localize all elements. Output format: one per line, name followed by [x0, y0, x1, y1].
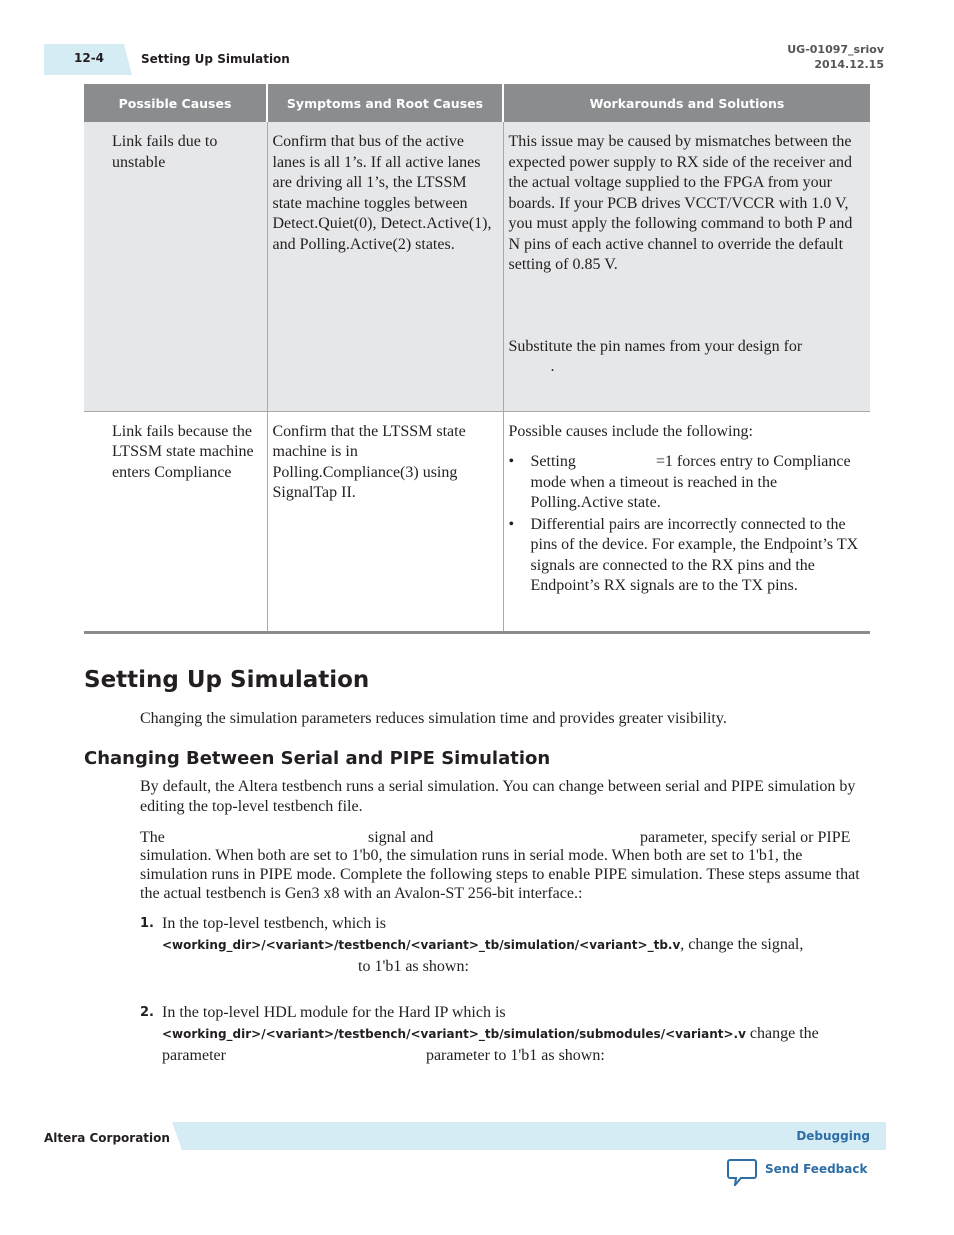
step-1: [140, 913, 864, 977]
step1-text: In the top-level testbench, which is: [162, 915, 386, 932]
header-section-title: Setting Up Simulation: [141, 52, 290, 66]
paragraph-default-serial: By default, the Altera testbench runs a serial simulation. You can change between serial and PIPE simulation by editing the top-level testbench file.: [140, 778, 856, 815]
step2-text: In the top-level HDL module for the Hard IP which is: [162, 1004, 506, 1021]
step2-change-text: change the parameter: [162, 1025, 819, 1064]
step-number: 2.: [140, 1005, 154, 1020]
page-number: 12-4: [74, 51, 105, 65]
section-intro: Changing the simulation parameters reduces simulation time and provides greater visibility.: [140, 710, 727, 727]
doc-date: 2014.12.15: [814, 58, 884, 71]
solution-period: .: [550, 358, 555, 375]
solution-cell: [503, 122, 870, 411]
paragraph-signal-line: [140, 828, 864, 848]
table-row: [84, 122, 870, 411]
step-number: 1.: [140, 916, 154, 931]
para2-the: The: [140, 829, 165, 846]
cause-cell: Link fails because the LTSSM state machine enters Compliance: [84, 411, 267, 632]
solution-bullet-list: [509, 452, 867, 597]
solution-substitute-note: Substitute the pin names from your design for: [508, 337, 803, 355]
step1-set-text: to 1'b1 as shown:: [358, 958, 469, 975]
cause-cell: Link fails due to unstable: [84, 122, 267, 411]
footer-company: Altera Corporation: [44, 1131, 170, 1145]
table-header-row: [84, 84, 870, 122]
subsection-heading: Changing Between Serial and PIPE Simulation: [84, 748, 551, 769]
paragraph-pipe-steps: simulation. When both are set to 1'b0, the simulation runs in serial mode. When both are set to 1'b1, the simulation runs in PIPE mode. Complete the following steps to enable PIPE simulation. These steps assume that the actual testbench is Gen3 x8 with an Avalon-ST 256-bit interface.:: [140, 847, 860, 902]
para2-signal-and: signal and: [368, 829, 434, 846]
send-feedback-link[interactable]: Send Feedback: [765, 1162, 868, 1176]
header-symptoms: Symptoms and Root Causes: [267, 84, 503, 122]
solution-cell: [503, 411, 870, 632]
step1-path: <working_dir>/<variant>/testbench/<variant>_tb/simulation/<variant>_tb.v: [162, 938, 681, 952]
doc-id-block: [787, 42, 884, 72]
symptom-cell: Confirm that the LTSSM state machine is in Polling.Compliance(3) using SignalTap II.: [267, 411, 503, 632]
footer-chapter-link[interactable]: Debugging: [796, 1129, 870, 1143]
step-2: [140, 1002, 864, 1066]
list-item: • Differential pairs are incorrectly connected to the pins of the device. For example, the Endpoint’s TX signals are connected to the RX pins and the Endpoint’s RX signals are to the TX pins.: [509, 515, 867, 597]
header-possible-causes: Possible Causes: [84, 84, 267, 122]
footer-tab: [172, 1122, 886, 1150]
solution-paragraph: This issue may be caused by mismatches between the expected power supply to RX side of the receiver and the actual voltage supplied to the FPGA from your boards. If your PCB drives VCCT/VCCR with 1.0 V, you must apply the following command to both P and N pins of each active channel to override the default setting of 0.85 V.: [508, 133, 853, 273]
symptom-cell: Confirm that bus of the active lanes is all 1’s. If all active lanes are driving all 1’s, the LTSSM state machine toggles between Detect.Quiet(0), Detect.Active(1), and Polling.Active(2) states.: [267, 122, 503, 411]
header-workarounds: Workarounds and Solutions: [503, 84, 870, 122]
doc-id: UG-01097_sriov: [787, 43, 884, 56]
troubleshooting-table: [84, 84, 870, 634]
table-row: [84, 411, 870, 632]
solution-intro: Possible causes include the following:: [508, 422, 753, 440]
section-heading: Setting Up Simulation: [84, 667, 370, 693]
step2-path: <working_dir>/<variant>/testbench/<variant>_tb/simulation/submodules/<variant>.v: [162, 1027, 746, 1041]
list-item: • Setting =1 forces entry to Compliance mode when a timeout is reached in the Polling.Active state.: [509, 452, 867, 514]
step1-signal-text: , change the signal,: [680, 936, 804, 953]
step2-set-text: parameter to 1'b1 as shown:: [425, 1047, 605, 1064]
feedback-speech-bubble-icon[interactable]: [727, 1158, 757, 1186]
para2-parameter: parameter, specify serial or PIPE: [640, 829, 851, 846]
